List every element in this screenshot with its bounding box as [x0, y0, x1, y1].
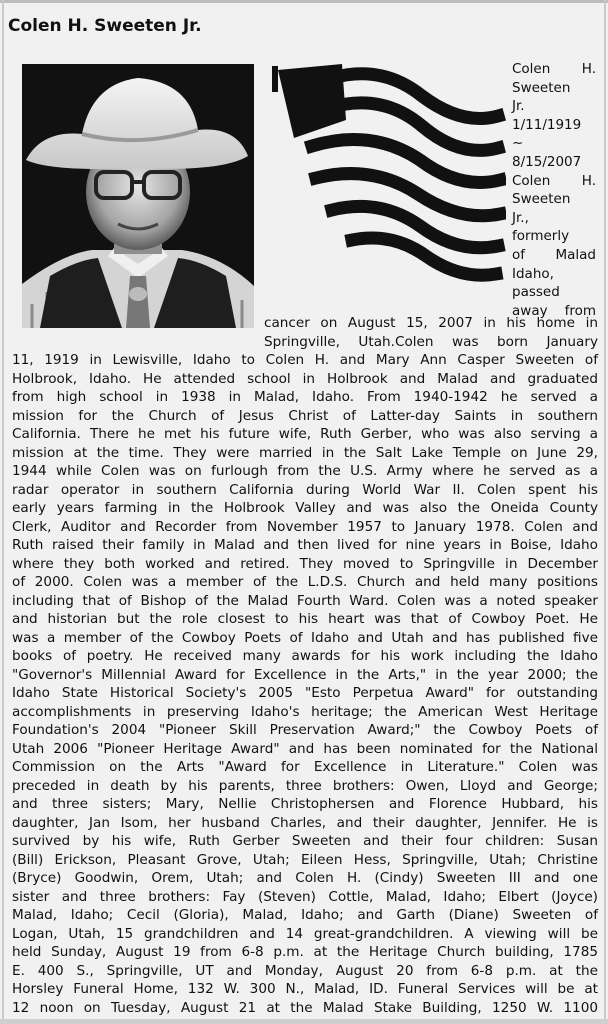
body-line: held Sunday, August 19 from 6-8 p.m. at the Heritage Church building, 1785 [12, 944, 598, 960]
body-line: Foundation's 2004 "Pioneer Skill Preservation Award;" the Cowboy Poets of [12, 722, 598, 738]
body-line: 1944 while Colen was on furlough from the U.S. Army where he served as a [12, 463, 598, 479]
body-line: radar operator in southern California during World War II. Colen spent his [12, 481, 598, 498]
body-line: California. There he met his future wife, Ruth Gerber, who was also serving a [12, 426, 598, 442]
side-line: of Malad [512, 246, 596, 263]
body-line: Horsley Funeral Home, 132 W. 300 N., Malad, ID. Funeral Services will be at [12, 981, 598, 997]
body-line: 12 noon on Tuesday, August 21 at the Malad Stake Building, 1250 W. 1100 [12, 999, 598, 1016]
body-line: 11, 1919 in Lewisville, Idaho to Colen H. and Mary Ann Casper Sweeten of [12, 352, 598, 368]
body-line: mission for the Church of Jesus Christ of Latter-day Saints in southern [12, 407, 598, 424]
body-line: including that of Bishop of the Malad Fourth Ward. Colen was a noted speaker [12, 592, 598, 609]
body-line: survived by his wife, Ruth Gerber Sweeten and their four children: Susan [12, 833, 598, 849]
body-line: Clerk, Auditor and Recorder from November 1957 to January 1978. Colen and [12, 518, 598, 535]
body-line: (Bill) Erickson, Pleasant Grove, Utah; Eileen Hess, Springville, Utah; Christine [12, 851, 598, 868]
body-line: Utah 2006 "Pioneer Heritage Award" and has been nominated for the National [12, 740, 598, 757]
body-line: Ruth raised their family in Malad and then lived for nine years in Boise, Idaho [12, 537, 598, 553]
body-line: sister and three brothers: Fay (Steven) Cottle, Malad, Idaho; Elbert (Joyce) [12, 888, 598, 905]
body-line: (Bryce) Goodwin, Orem, Utah; and Colen H. (Cindy) Sweeten III and one [12, 870, 598, 886]
body-line: was a member of the Cowboy Poets of Idaho and Utah and has published five [12, 629, 598, 646]
page-title: Colen H. Sweeten Jr. [8, 16, 202, 36]
body-line: accomplishments in preserving Idaho's heritage; the American West Heritage [12, 703, 598, 720]
flag-graphic [272, 60, 506, 292]
body-line: of 2000. Colen was a member of the L.D.S. Church and held many positions [12, 574, 598, 590]
body-line: Logan, Utah, 15 grandchildren and 14 great-grandchildren. A viewing will be [12, 925, 598, 942]
side-line: 8/15/2007 [512, 153, 582, 170]
body-line: early years farming in the Holbrook Valley and was also the Oneida County [12, 500, 598, 516]
body-line: Commission on the Arts "Award for Excellence in Literature." Colen was [12, 759, 598, 775]
side-line: Jr., [512, 209, 529, 226]
left-border [2, 0, 4, 1024]
side-line: 1/11/1919 [512, 116, 582, 133]
side-line: Idaho, [512, 265, 554, 282]
side-line: Sweeten [512, 79, 571, 96]
body-line: from high school in 1938 in Malad, Idaho. From 1940-1942 he served a [12, 389, 598, 405]
side-line: passed [512, 284, 560, 301]
right-border [604, 0, 606, 1024]
body-line: cancer on August 15, 2007 in his home in [264, 315, 598, 331]
side-line: Colen H. [512, 61, 596, 77]
body-line: Malad, Idaho; Cecil (Gloria), Malad, Idaho; and Garth (Diane) Sweeten of [12, 907, 598, 923]
body-line: E. 400 S., Springville, UT and Monday, August 20 from 6-8 p.m. at the [12, 962, 598, 979]
body-line: and three sisters; Mary, Nellie Christophersen and Florence Hubbard, his [12, 796, 598, 812]
side-line: Colen H. [512, 172, 596, 189]
side-line: ~ [512, 135, 524, 152]
side-line: formerly [512, 228, 570, 245]
side-line: Jr. [512, 98, 525, 115]
side-column-text [512, 60, 596, 320]
body-line: preceded in death by his parents, three brothers: Owen, Lloyd and George; [12, 777, 598, 794]
portrait-photo [22, 64, 254, 328]
body-line: Idaho State Historical Society's 2005 "Esto Perpetua Award" for outstanding [12, 685, 598, 701]
body-line: and historian but the role closest to his heart was that of Cowboy Poet. He [12, 611, 598, 627]
body-line: Springville, Utah.Colen was born January [264, 333, 598, 350]
bottom-border [0, 1019, 608, 1024]
body-line: daughter, Jan Isom, her husband Charles, and their daughter, Jennifer. He is [12, 814, 598, 831]
body-line: mission at the time. They were married in the Salt Lake Temple on June 29, [12, 444, 598, 461]
obituary-body [12, 314, 598, 1017]
side-line: Sweeten [512, 191, 571, 208]
body-line: "Governor's Millennial Award for Excellence in the Arts," in the year 2000; the [12, 666, 598, 683]
side-line: away from [512, 302, 596, 319]
top-border [0, 0, 608, 3]
body-line: where they both worked and retired. They moved to Springville in December [12, 555, 598, 572]
body-line: books of poetry. He received many awards for his work including the Idaho [12, 648, 598, 664]
body-line: Holbrook, Idaho. He attended school in Holbrook and Malad and graduated [12, 370, 598, 387]
